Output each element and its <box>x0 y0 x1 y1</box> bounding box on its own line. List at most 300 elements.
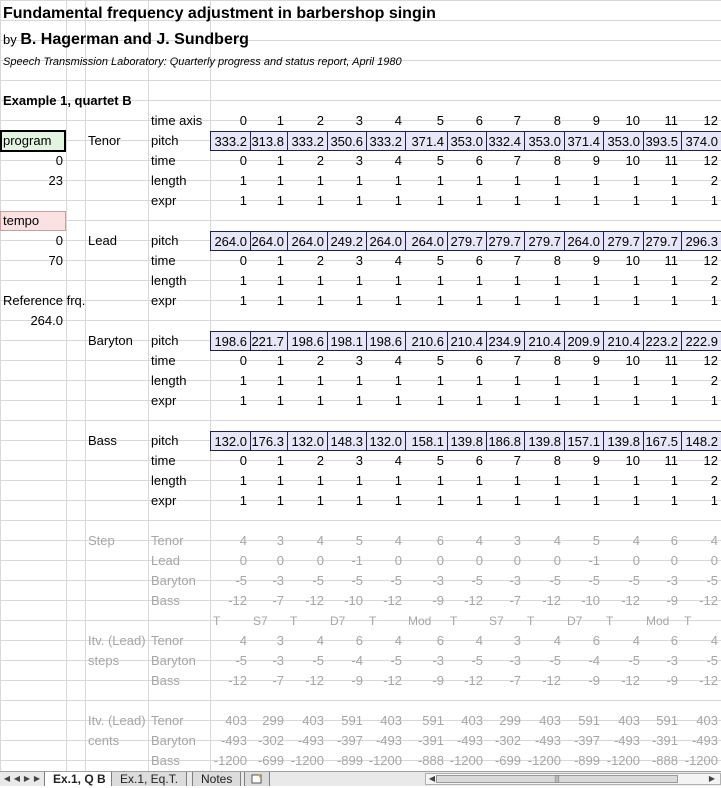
length-cell[interactable]: 1 <box>316 373 324 388</box>
pitch-cell[interactable]: 139.8 <box>524 431 565 451</box>
time-cell[interactable]: 8 <box>553 253 561 268</box>
chord-label: T <box>213 614 221 628</box>
expr-cell[interactable]: 1 <box>276 493 284 508</box>
scrollbar-thumb[interactable]: ||| <box>436 775 678 783</box>
itv-steps-row-label: Bass <box>151 673 180 688</box>
pitch-cell[interactable]: 210.4 <box>524 331 565 351</box>
expr-cell[interactable]: 1 <box>355 193 363 208</box>
time-cell[interactable]: 9 <box>592 353 600 368</box>
expr-cell[interactable]: 1 <box>316 293 324 308</box>
pitch-cell[interactable]: 167.5 <box>643 431 682 451</box>
pitch-cell[interactable]: 264.0 <box>287 231 328 251</box>
itv-steps-cell: -5 <box>471 653 483 668</box>
time-cell[interactable]: 9 <box>592 253 600 268</box>
time-cell[interactable]: 6 <box>475 253 483 268</box>
itv-cents-cell: -493 <box>220 733 247 748</box>
program-value-b[interactable]: 23 <box>48 173 63 188</box>
length-cell[interactable]: 1 <box>670 273 678 288</box>
program-value-a[interactable]: 0 <box>55 153 63 168</box>
first-sheet-icon[interactable]: ◀ <box>3 774 11 783</box>
itv-cents-row-label: Baryton <box>151 733 196 748</box>
length-cell[interactable]: 1 <box>632 473 640 488</box>
expr-cell[interactable]: 1 <box>276 393 284 408</box>
time-cell[interactable]: 12 <box>703 153 718 168</box>
itv-steps-cell: 6 <box>670 633 678 648</box>
time-axis-value: 10 <box>625 113 640 128</box>
length-cell[interactable]: 2 <box>710 173 718 188</box>
expr-cell[interactable]: 1 <box>394 493 402 508</box>
horizontal-scrollbar[interactable] <box>425 773 721 785</box>
time-cell[interactable]: 0 <box>239 353 247 368</box>
expr-cell[interactable]: 1 <box>316 493 324 508</box>
chord-label: D7 <box>330 614 346 628</box>
time-cell[interactable]: 1 <box>276 153 284 168</box>
time-cell[interactable]: 7 <box>513 453 521 468</box>
expr-cell[interactable]: 1 <box>513 393 521 408</box>
time-cell[interactable]: 5 <box>436 153 444 168</box>
length-cell[interactable]: 1 <box>355 273 363 288</box>
itv-cents-cell: -391 <box>651 733 678 748</box>
time-axis-value: 2 <box>316 113 324 128</box>
time-cell[interactable]: 6 <box>475 153 483 168</box>
itv-steps-cell: -9 <box>351 673 363 688</box>
row-label-length: length <box>151 273 187 288</box>
time-cell[interactable]: 7 <box>513 253 521 268</box>
expr-cell[interactable]: 1 <box>239 293 247 308</box>
length-cell[interactable]: 1 <box>632 173 640 188</box>
length-cell[interactable]: 1 <box>592 273 600 288</box>
next-sheet-icon[interactable]: ▶ <box>23 774 31 783</box>
time-cell[interactable]: 11 <box>664 153 678 168</box>
pitch-cell[interactable]: 371.4 <box>405 131 448 151</box>
itv-cents-cell: -493 <box>375 733 402 748</box>
pitch-cell[interactable]: 313.8 <box>250 131 288 151</box>
pitch-cell[interactable]: 157.1 <box>564 431 604 451</box>
length-cell[interactable]: 1 <box>355 473 363 488</box>
pitch-cell[interactable]: 186.8 <box>486 431 525 451</box>
time-cell[interactable]: 4 <box>394 253 402 268</box>
time-cell[interactable]: 4 <box>394 453 402 468</box>
pitch-cell[interactable]: 223.2 <box>643 331 682 351</box>
pitch-cell[interactable]: 279.7 <box>643 231 682 251</box>
expr-cell[interactable]: 1 <box>710 393 718 408</box>
step-cell: -3 <box>509 573 521 588</box>
chord-label: S7 <box>253 614 268 628</box>
expr-cell[interactable]: 1 <box>475 393 483 408</box>
prev-sheet-icon[interactable]: ◀ <box>13 774 21 783</box>
time-cell[interactable]: 6 <box>475 453 483 468</box>
length-cell[interactable]: 1 <box>670 473 678 488</box>
itv-cents-cell: -888 <box>417 753 444 768</box>
length-cell[interactable]: 1 <box>553 373 561 388</box>
expr-cell[interactable]: 1 <box>355 393 363 408</box>
itv-cents-cell: -1200 <box>527 753 561 768</box>
time-cell[interactable]: 10 <box>625 153 640 168</box>
time-cell[interactable]: 1 <box>276 253 284 268</box>
row-label-pitch: pitch <box>151 133 179 148</box>
expr-cell[interactable]: 1 <box>553 293 561 308</box>
expr-cell[interactable]: 1 <box>513 293 521 308</box>
length-cell[interactable]: 2 <box>710 273 718 288</box>
time-cell[interactable]: 12 <box>703 353 718 368</box>
pitch-cell[interactable]: 279.7 <box>447 231 487 251</box>
pitch-cell[interactable]: 209.9 <box>564 331 604 351</box>
grid-line <box>66 0 67 771</box>
step-cell: 3 <box>513 533 521 548</box>
pitch-cell[interactable]: 264.0 <box>210 231 251 251</box>
pitch-cell[interactable]: 264.0 <box>564 231 604 251</box>
time-cell[interactable]: 2 <box>316 253 324 268</box>
expr-cell[interactable]: 1 <box>475 293 483 308</box>
expr-cell[interactable]: 1 <box>239 393 247 408</box>
time-cell[interactable]: 11 <box>664 353 678 368</box>
time-axis-value: 4 <box>394 113 402 128</box>
itv-steps-cell: 6 <box>592 633 600 648</box>
pitch-cell[interactable]: 148.3 <box>327 431 367 451</box>
pitch-cell[interactable]: 333.2 <box>210 131 251 151</box>
pitch-cell[interactable]: 279.7 <box>603 231 644 251</box>
time-cell[interactable]: 9 <box>592 453 600 468</box>
pitch-cell[interactable]: 210.4 <box>447 331 487 351</box>
expr-cell[interactable]: 1 <box>632 193 640 208</box>
length-cell[interactable]: 1 <box>316 173 324 188</box>
pitch-cell[interactable]: 210.4 <box>603 331 644 351</box>
pitch-cell[interactable]: 198.6 <box>287 331 328 351</box>
pitch-cell[interactable]: 221.7 <box>250 331 288 351</box>
pitch-cell[interactable]: 132.0 <box>366 431 406 451</box>
expr-cell[interactable]: 1 <box>670 293 678 308</box>
pitch-cell[interactable]: 148.2 <box>681 431 721 451</box>
row-label-time: time <box>151 253 176 268</box>
time-axis-value: 12 <box>703 113 718 128</box>
expr-cell[interactable]: 1 <box>355 293 363 308</box>
time-cell[interactable]: 9 <box>592 153 600 168</box>
pitch-cell[interactable]: 198.1 <box>327 331 367 351</box>
row-label-expr: expr <box>151 493 177 508</box>
expr-cell[interactable]: 1 <box>355 493 363 508</box>
time-cell[interactable]: 5 <box>436 353 444 368</box>
step-cell: -12 <box>464 593 483 608</box>
time-cell[interactable]: 10 <box>625 253 640 268</box>
time-cell[interactable]: 12 <box>703 453 718 468</box>
length-cell[interactable]: 1 <box>513 273 521 288</box>
expr-cell[interactable]: 1 <box>276 193 284 208</box>
step-cell: 3 <box>276 533 284 548</box>
length-cell[interactable]: 1 <box>239 273 247 288</box>
step-cell: -7 <box>509 593 521 608</box>
tempo-value-a[interactable]: 0 <box>55 233 63 248</box>
insert-sheet-icon[interactable] <box>244 772 270 786</box>
time-cell[interactable]: 5 <box>436 253 444 268</box>
itv-steps-cell: -3 <box>509 653 521 668</box>
expr-cell[interactable]: 1 <box>670 393 678 408</box>
length-cell[interactable]: 1 <box>670 173 678 188</box>
itv-cents-cell: -1200 <box>213 753 247 768</box>
time-cell[interactable]: 10 <box>625 353 640 368</box>
length-cell[interactable]: 1 <box>553 273 561 288</box>
step-cell: -12 <box>383 593 402 608</box>
expr-cell[interactable]: 1 <box>394 193 402 208</box>
time-axis-label: time axis <box>151 113 203 128</box>
time-cell[interactable]: 8 <box>553 353 561 368</box>
step-cell: 0 <box>513 553 521 568</box>
expr-cell[interactable]: 1 <box>632 293 640 308</box>
itv-steps-cell: -5 <box>706 653 718 668</box>
length-cell[interactable]: 2 <box>710 473 718 488</box>
time-cell[interactable]: 11 <box>664 453 678 468</box>
expr-cell[interactable]: 1 <box>513 193 521 208</box>
expr-cell[interactable]: 1 <box>394 393 402 408</box>
expr-cell[interactable]: 1 <box>394 293 402 308</box>
time-axis-value: 9 <box>592 113 600 128</box>
length-cell[interactable]: 1 <box>592 473 600 488</box>
length-cell[interactable]: 1 <box>394 473 402 488</box>
time-axis-value: 6 <box>475 113 483 128</box>
pitch-cell[interactable]: 249.2 <box>327 231 367 251</box>
expr-cell[interactable]: 1 <box>592 293 600 308</box>
length-cell[interactable]: 1 <box>355 173 363 188</box>
pitch-cell[interactable]: 332.4 <box>486 131 525 151</box>
step-cell: 4 <box>632 533 640 548</box>
program-label: program <box>3 133 52 148</box>
pitch-cell[interactable]: 279.7 <box>524 231 565 251</box>
itv-steps-cell: -12 <box>464 673 483 688</box>
expr-cell[interactable]: 1 <box>553 193 561 208</box>
pitch-cell[interactable]: 132.0 <box>287 431 328 451</box>
time-cell[interactable]: 3 <box>355 353 363 368</box>
expr-cell[interactable]: 1 <box>553 393 561 408</box>
length-cell[interactable]: 1 <box>276 173 284 188</box>
length-cell[interactable]: 1 <box>553 473 561 488</box>
scroll-left-icon[interactable]: ◀ <box>428 774 436 783</box>
itv-cents-cell: -1200 <box>368 753 402 768</box>
itv-cents-cell: -397 <box>573 733 600 748</box>
itv-cents-cell: -699 <box>257 753 284 768</box>
expr-cell[interactable]: 1 <box>239 493 247 508</box>
itv-cents-cell: -493 <box>691 733 718 748</box>
itv-steps-cell: 3 <box>276 633 284 648</box>
scroll-right-icon[interactable]: ▶ <box>708 774 716 783</box>
voice-name: Tenor <box>88 133 121 148</box>
pitch-cell[interactable]: 350.6 <box>327 131 367 151</box>
time-cell[interactable]: 0 <box>239 453 247 468</box>
expr-cell[interactable]: 1 <box>316 393 324 408</box>
expr-cell[interactable]: 1 <box>670 493 678 508</box>
length-cell[interactable]: 1 <box>239 173 247 188</box>
time-cell[interactable]: 5 <box>436 453 444 468</box>
pitch-cell[interactable]: 333.2 <box>287 131 328 151</box>
length-cell[interactable]: 1 <box>239 473 247 488</box>
length-cell[interactable]: 1 <box>553 173 561 188</box>
pitch-cell[interactable]: 198.6 <box>366 331 406 351</box>
expr-cell[interactable]: 1 <box>553 493 561 508</box>
step-cell: 4 <box>394 533 402 548</box>
row-label-expr: expr <box>151 393 177 408</box>
step-row-label: Bass <box>151 593 180 608</box>
step-cell: 0 <box>553 553 561 568</box>
time-cell[interactable]: 0 <box>239 253 247 268</box>
length-cell[interactable]: 1 <box>355 373 363 388</box>
pitch-cell[interactable]: 371.4 <box>564 131 604 151</box>
pitch-cell[interactable]: 132.0 <box>210 431 251 451</box>
length-cell[interactable]: 1 <box>632 273 640 288</box>
itv-steps-cell: 3 <box>513 633 521 648</box>
expr-cell[interactable]: 1 <box>592 393 600 408</box>
expr-cell[interactable]: 1 <box>436 293 444 308</box>
length-cell[interactable]: 1 <box>276 273 284 288</box>
row-label-length: length <box>151 473 187 488</box>
expr-cell[interactable]: 1 <box>710 193 718 208</box>
pitch-cell[interactable]: 176.3 <box>250 431 288 451</box>
pitch-cell[interactable]: 393.5 <box>643 131 682 151</box>
itv-steps-cell: 4 <box>394 633 402 648</box>
length-cell[interactable]: 1 <box>475 473 483 488</box>
time-cell[interactable]: 10 <box>625 453 640 468</box>
length-cell[interactable]: 1 <box>436 373 444 388</box>
time-cell[interactable]: 3 <box>355 453 363 468</box>
expr-cell[interactable]: 1 <box>710 493 718 508</box>
itv-cents-cell: 591 <box>341 713 363 728</box>
time-cell[interactable]: 6 <box>475 353 483 368</box>
length-cell[interactable]: 1 <box>436 173 444 188</box>
time-cell[interactable]: 11 <box>664 253 678 268</box>
pitch-cell[interactable]: 296.3 <box>681 231 721 251</box>
expr-cell[interactable]: 1 <box>592 493 600 508</box>
time-cell[interactable]: 3 <box>355 153 363 168</box>
length-cell[interactable]: 2 <box>710 373 718 388</box>
itv-cents-cell: -493 <box>297 733 324 748</box>
length-cell[interactable]: 1 <box>475 373 483 388</box>
itv-cents-cell: 299 <box>499 713 521 728</box>
length-cell[interactable]: 1 <box>436 473 444 488</box>
length-cell[interactable]: 1 <box>513 373 521 388</box>
pitch-cell[interactable]: 198.6 <box>210 331 251 351</box>
length-cell[interactable]: 1 <box>592 373 600 388</box>
length-cell[interactable]: 1 <box>394 273 402 288</box>
step-cell: 0 <box>394 553 402 568</box>
length-cell[interactable]: 1 <box>239 373 247 388</box>
length-cell[interactable]: 1 <box>316 273 324 288</box>
length-cell[interactable]: 1 <box>592 173 600 188</box>
pitch-cell[interactable]: 264.0 <box>405 231 448 251</box>
length-cell[interactable]: 1 <box>513 473 521 488</box>
expr-cell[interactable]: 1 <box>632 493 640 508</box>
length-cell[interactable]: 1 <box>475 173 483 188</box>
time-cell[interactable]: 7 <box>513 353 521 368</box>
time-cell[interactable]: 0 <box>239 153 247 168</box>
length-cell[interactable]: 1 <box>394 373 402 388</box>
step-cell: 0 <box>710 553 718 568</box>
time-cell[interactable]: 8 <box>553 453 561 468</box>
expr-cell[interactable]: 1 <box>513 493 521 508</box>
pitch-cell[interactable]: 264.0 <box>250 231 288 251</box>
itv-cents-cell: 403 <box>302 713 324 728</box>
itv-steps-cell: -12 <box>383 673 402 688</box>
expr-cell[interactable]: 1 <box>670 193 678 208</box>
step-cell: -5 <box>706 573 718 588</box>
tab-ex1-eqt[interactable]: Ex.1, Eq.T. <box>111 772 187 786</box>
expr-cell[interactable]: 1 <box>436 493 444 508</box>
pitch-cell[interactable]: 279.7 <box>486 231 525 251</box>
time-cell[interactable]: 2 <box>316 353 324 368</box>
time-cell[interactable]: 2 <box>316 453 324 468</box>
last-sheet-icon[interactable]: ▶ <box>33 774 41 783</box>
row-label-length: length <box>151 173 187 188</box>
tempo-value-b[interactable]: 70 <box>48 253 63 268</box>
expr-cell[interactable]: 1 <box>276 293 284 308</box>
expr-cell[interactable]: 1 <box>710 293 718 308</box>
length-cell[interactable]: 1 <box>276 473 284 488</box>
length-cell[interactable]: 1 <box>436 273 444 288</box>
itv-steps-cell: -5 <box>235 653 247 668</box>
time-cell[interactable]: 7 <box>513 153 521 168</box>
itv-cents-group-label: Itv. (Lead) <box>88 713 146 728</box>
length-cell[interactable]: 1 <box>513 173 521 188</box>
time-cell[interactable]: 3 <box>355 253 363 268</box>
pitch-cell[interactable]: 139.8 <box>447 431 487 451</box>
pitch-cell[interactable]: 353.0 <box>603 131 644 151</box>
pitch-cell[interactable]: 333.2 <box>366 131 406 151</box>
chord-label: T <box>450 614 458 628</box>
length-cell[interactable]: 1 <box>276 373 284 388</box>
length-cell[interactable]: 1 <box>632 373 640 388</box>
pitch-cell[interactable]: 374.0 <box>681 131 721 151</box>
itv-steps-cell: -12 <box>228 673 247 688</box>
itv-steps-cell: -5 <box>628 653 640 668</box>
pitch-cell[interactable]: 353.0 <box>524 131 565 151</box>
reference-frequency-value[interactable]: 264.0 <box>30 313 63 328</box>
time-cell[interactable]: 4 <box>394 353 402 368</box>
pitch-cell[interactable]: 353.0 <box>447 131 487 151</box>
pitch-cell[interactable]: 234.9 <box>486 331 525 351</box>
pitch-cell[interactable]: 264.0 <box>366 231 406 251</box>
expr-cell[interactable]: 1 <box>436 193 444 208</box>
length-cell[interactable]: 1 <box>475 273 483 288</box>
step-cell: -12 <box>305 593 324 608</box>
expr-cell[interactable]: 1 <box>592 193 600 208</box>
pitch-cell[interactable]: 158.1 <box>405 431 448 451</box>
expr-cell[interactable]: 1 <box>475 493 483 508</box>
expr-cell[interactable]: 1 <box>239 193 247 208</box>
pitch-cell[interactable]: 210.6 <box>405 331 448 351</box>
length-cell[interactable]: 1 <box>670 373 678 388</box>
expr-cell[interactable]: 1 <box>436 393 444 408</box>
tab-ex1-qb[interactable]: Ex.1, Q B <box>44 772 115 786</box>
time-cell[interactable]: 1 <box>276 353 284 368</box>
tab-notes[interactable]: Notes <box>192 772 241 786</box>
step-cell: 0 <box>239 553 247 568</box>
step-row-label: Tenor <box>151 533 184 548</box>
time-cell[interactable]: 12 <box>703 253 718 268</box>
itv-steps-cell: -5 <box>312 653 324 668</box>
pitch-cell[interactable]: 139.8 <box>603 431 644 451</box>
time-cell[interactable]: 4 <box>394 153 402 168</box>
itv-cents-cell: -1200 <box>449 753 483 768</box>
pitch-cell[interactable]: 222.9 <box>681 331 721 351</box>
time-cell[interactable]: 2 <box>316 153 324 168</box>
itv-steps-group-sublabel: steps <box>88 653 120 668</box>
length-cell[interactable]: 1 <box>394 173 402 188</box>
itv-steps-cell: -9 <box>432 673 444 688</box>
length-cell[interactable]: 1 <box>316 473 324 488</box>
step-cell: -5 <box>471 573 483 588</box>
time-cell[interactable]: 8 <box>553 153 561 168</box>
expr-cell[interactable]: 1 <box>316 193 324 208</box>
expr-cell[interactable]: 1 <box>632 393 640 408</box>
step-row-label: Lead <box>151 553 180 568</box>
time-cell[interactable]: 1 <box>276 453 284 468</box>
expr-cell[interactable]: 1 <box>475 193 483 208</box>
